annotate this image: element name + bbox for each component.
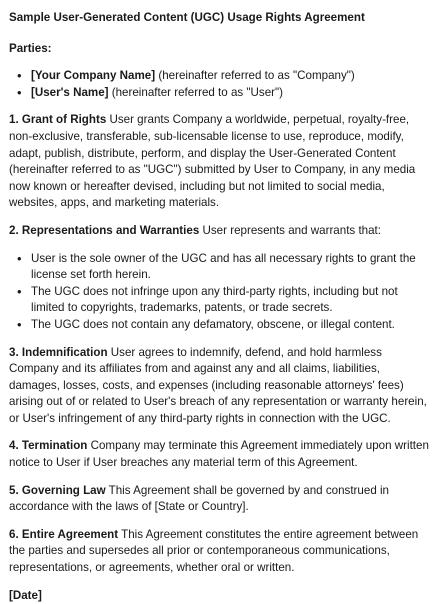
- date-placeholder: [Date]: [9, 588, 42, 602]
- party-item-company: [31, 68, 429, 85]
- section-termination: [9, 438, 429, 471]
- party-item-user: [31, 85, 429, 102]
- party-description: (hereinafter referred to as "User"): [108, 85, 283, 99]
- parties-heading: Parties:: [9, 41, 52, 55]
- section-heading: 3. Indemnification: [9, 345, 108, 359]
- warranties-list: [9, 251, 429, 334]
- section-heading: 5. Governing Law: [9, 483, 106, 497]
- document-title: Sample User-Generated Content (UGC) Usage Rights Agreement: [9, 11, 365, 24]
- party-name: [Your Company Name]: [31, 69, 156, 83]
- warranty-item: • The UGC does not contain any defamatory, obscene, or illegal content.: [31, 317, 429, 334]
- section-text: This Agreement constitutes the entire agreement between the parties and supersedes all prior or contemporaneous communications, representations, or agreements, whether oral or written.: [9, 527, 419, 575]
- section-heading: 1. Grant of Rights: [9, 113, 107, 127]
- section-text: User agrees to indemnify, defend, and hold harmless Company and its affiliates from and against any and all claims, liabilities, damages, losses, costs, and expenses (including reasonable attorneys' fees) arising out of or related to User's breach of any representation or warranty herein, or User's infringement of any third-party rights in connection with the UGC.: [9, 345, 427, 425]
- section-entire-agreement: [9, 527, 429, 577]
- warranty-item: • User is the sole owner of the UGC and has all necessary rights to grant the license set forth herein.: [31, 251, 429, 284]
- section-grant-of-rights: [9, 112, 429, 212]
- section-heading: 2. Representations and Warranties: [9, 223, 200, 237]
- section-indemnification: [9, 345, 429, 428]
- party-description: (hereinafter referred to as "Company"): [155, 69, 355, 83]
- section-text: User grants Company a worldwide, perpetual, royalty-free, non-exclusive, transferable, sub-licensable license to use, reproduce, modify, adapt, publish, distribute, perform, and display the User-Generated Content (hereinafter referred to as "UGC") submitted by User to Company, in any media now known or hereafter devised, including but not limited to social media, websites, apps, and marketing materials.: [9, 113, 416, 210]
- parties-list: [9, 68, 429, 101]
- section-heading: 6. Entire Agreement: [9, 527, 119, 541]
- section-text: User represents and warrants that:: [199, 223, 381, 237]
- section-heading: 4. Termination: [9, 439, 88, 453]
- section-governing-law: [9, 483, 429, 516]
- warranty-item: • The UGC does not infringe upon any third-party rights, including but not limited to copyrights, trademarks, patents, or trade secrets.: [31, 284, 429, 317]
- party-name: [User's Name]: [31, 85, 109, 99]
- section-text: This Agreement shall be governed by and construed in accordance with the laws of [State or Country].: [9, 483, 390, 514]
- section-representations: [9, 223, 429, 240]
- section-text: Company may terminate this Agreement immediately upon written notice to User if User breaches any material term of this Agreement.: [9, 439, 429, 470]
